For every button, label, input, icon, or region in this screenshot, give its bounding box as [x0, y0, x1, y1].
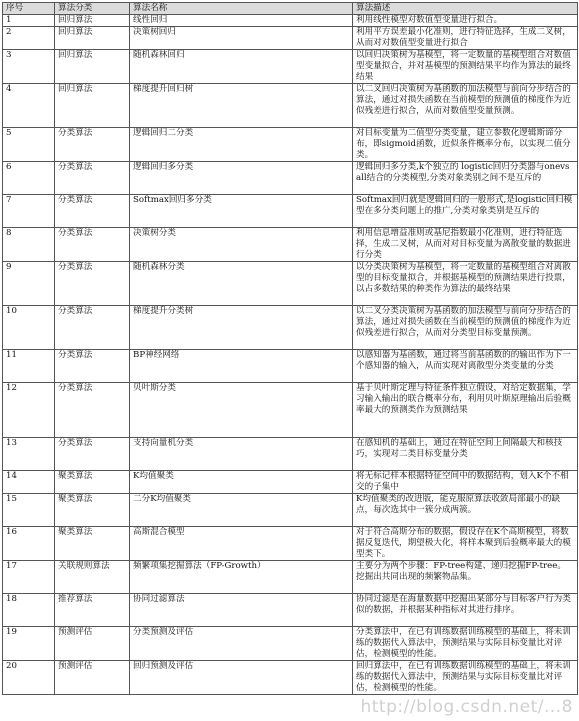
cell-description: 利用线性模型对数值型变量进行拟合。: [353, 15, 578, 27]
table-row: [3, 527, 578, 561]
cell-no: 12: [3, 383, 55, 438]
cell-description: 基于贝叶斯定理与特征条件独立假设，对给定数据集，学习输入输出的联合概率分布，利用贝叶斯原理输出后验概率最大的预测类作为预测结果: [353, 383, 578, 438]
cell-name: 线性回归: [130, 15, 353, 27]
cell-description: 在感知机的基础上，通过在特征空间上间隔最大和核技巧，实现对二类目标变量分类: [353, 438, 578, 471]
table-row: [3, 50, 578, 84]
watermark: http://blog.csdn.net/...8: [360, 697, 573, 717]
cell-no: 15: [3, 494, 55, 527]
cell-description: 回归算法中，在已有训练数据训练模型的基础上，将未训练的数据代入算法中，预测结果与实际目标变量比对评估，检测模型的性能。: [353, 661, 578, 695]
cell-category: 分类算法: [55, 438, 130, 471]
cell-description: K均值聚类的改进版，能克服原算法收敛局部最小的缺点，每次选其中一簇分成两簇。: [353, 494, 578, 527]
table-row: [3, 306, 578, 350]
cell-description: 对目标变量为二值型分类变量，建立参数化逻辑斯谛分布，即sigmoid函数，近似条件概率分布，以实现二值分类。: [353, 128, 578, 162]
cell-description: 以感知器为基函数，通过将当前基函数的的输出作为下一个感知器的输入，从而实现对离散型分类变量的分类: [353, 350, 578, 383]
table-row: [3, 27, 578, 50]
cell-category: 分类算法: [55, 128, 130, 162]
cell-description: 以分类决策树为基模型，将一定数量的基模型组合对离散型的目标变量拟合，并根据基模型的预测结果进行投票，以占多数结果的种类作为算法的最终结果: [353, 262, 578, 306]
header-no: 序号: [3, 3, 55, 15]
cell-description: 以二叉分类决策树为基函数的加法模型与前向分步结合的算法，通过对损失函数在当前模型的预测值的梯度作为近似残差进行拟合，从而对分类型目标变量预测。: [353, 306, 578, 350]
table-row: [3, 383, 578, 438]
cell-name: 分类预测及评估: [130, 627, 353, 661]
cell-category: 聚类算法: [55, 471, 130, 494]
cell-category: 关联规则算法: [55, 561, 130, 594]
table-row: [3, 561, 578, 594]
cell-name: 二分K均值聚类: [130, 494, 353, 527]
cell-category: 预测评估: [55, 627, 130, 661]
cell-name: 决策树分类: [130, 228, 353, 262]
cell-name: 决策树回归: [130, 27, 353, 50]
document-page: [2, 2, 577, 695]
table-row: [3, 627, 578, 661]
cell-no: 16: [3, 527, 55, 561]
cell-no: 7: [3, 195, 55, 228]
cell-name: 频繁项集挖掘算法（FP-Growth）: [130, 561, 353, 594]
header-name: 算法名称: [130, 3, 353, 15]
cell-name: 协同过滤算法: [130, 594, 353, 627]
cell-category: 分类算法: [55, 350, 130, 383]
cell-description: 分类算法中，在已有训练数据训练模型的基础上，将未训练的数据代入算法中，预测结果与实际目标变量比对评估，检测模型的性能。: [353, 627, 578, 661]
cell-name: 随机森林回归: [130, 50, 353, 84]
table-row: [3, 661, 578, 695]
table-row: [3, 228, 578, 262]
cell-no: 1: [3, 15, 55, 27]
cell-category: 推荐算法: [55, 594, 130, 627]
cell-category: 分类算法: [55, 262, 130, 306]
cell-name: 回归预测及评估: [130, 661, 353, 695]
cell-name: 逻辑回归多分类: [130, 162, 353, 195]
table-row: [3, 494, 578, 527]
cell-description: 主要分为两个步骤：FP-tree构建、递归挖掘FP-tree。挖掘出共同出现的频繁物品集。: [353, 561, 578, 594]
header-row: [3, 3, 578, 15]
cell-category: 回归算法: [55, 15, 130, 27]
header-description: 算法描述: [353, 3, 578, 15]
cell-category: 分类算法: [55, 383, 130, 438]
cell-name: K均值聚类: [130, 471, 353, 494]
cell-no: 19: [3, 627, 55, 661]
cell-category: 聚类算法: [55, 494, 130, 527]
cell-description: Softmax回归就是逻辑回归的一般形式,是logistic回归模型在多分类问题上的推广,分类对象类别是互斥的: [353, 195, 578, 228]
cell-no: 11: [3, 350, 55, 383]
table-header: [3, 3, 578, 15]
cell-name: 贝叶斯分类: [130, 383, 353, 438]
table-row: [3, 438, 578, 471]
table-body: [3, 15, 578, 695]
cell-no: 6: [3, 162, 55, 195]
table-row: [3, 350, 578, 383]
table-row: [3, 594, 578, 627]
cell-no: 9: [3, 262, 55, 306]
table-row: [3, 84, 578, 128]
cell-description: 对于符合高斯分布的数据，假设存在K个高斯模型，将数据反复迭代，期望极大化，将样本聚到后验概率最大的模型类下。: [353, 527, 578, 561]
table-row: [3, 162, 578, 195]
cell-category: 回归算法: [55, 27, 130, 50]
cell-category: 分类算法: [55, 228, 130, 262]
cell-category: 分类算法: [55, 162, 130, 195]
cell-description: 协同过滤是在海量数据中挖掘出某部分与目标客户行为类似的数据，并根据某种指标对其进行排序。: [353, 594, 578, 627]
table-row: [3, 128, 578, 162]
table-row: [3, 471, 578, 494]
cell-description: 以回归决策树为基模型，将一定数量的基模型组合对数值型变量拟合，并对基模型的预测结果平均作为算法的最终结果: [353, 50, 578, 84]
cell-no: 4: [3, 84, 55, 128]
cell-name: 高斯混合模型: [130, 527, 353, 561]
cell-name: 支持向量机分类: [130, 438, 353, 471]
cell-description: 以二叉回归决策树为基函数的加法模型与前向分步结合的算法，通过对损失函数在当前模型的预测值的梯度作为近似残差进行拟合，从而对数值型变量预测。: [353, 84, 578, 128]
table-row: [3, 195, 578, 228]
cell-description: 逻辑回归多分类,k个独立的 logistic回归分类器与onevsall结合的分类模型,分类对象类别之间不是互斥的: [353, 162, 578, 195]
cell-name: 逻辑回归二分类: [130, 128, 353, 162]
cell-no: 8: [3, 228, 55, 262]
cell-no: 5: [3, 128, 55, 162]
cell-category: 聚类算法: [55, 527, 130, 561]
cell-no: 10: [3, 306, 55, 350]
cell-category: 回归算法: [55, 84, 130, 128]
cell-no: 3: [3, 50, 55, 84]
cell-name: 梯度提升回归树: [130, 84, 353, 128]
cell-name: Softmax回归多分类: [130, 195, 353, 228]
cell-description: 利用信息增益准则或基尼指数最小化准则，进行特征选择，生成二叉树，从而对对目标变量为离散变量的数据进行分类: [353, 228, 578, 262]
cell-category: 预测评估: [55, 661, 130, 695]
cell-description: 利用平方误差最小化准则，进行特征选择，生成二叉树，从而对对数值型变量进行拟合: [353, 27, 578, 50]
cell-category: 分类算法: [55, 306, 130, 350]
cell-name: 随机森林分类: [130, 262, 353, 306]
cell-no: 2: [3, 27, 55, 50]
cell-no: 13: [3, 438, 55, 471]
cell-no: 20: [3, 661, 55, 695]
cell-description: 将无标记样本根据特征空间中的数据结构，划入K个不相交的子集中: [353, 471, 578, 494]
cell-category: 回归算法: [55, 50, 130, 84]
table-row: [3, 15, 578, 27]
cell-category: 分类算法: [55, 195, 130, 228]
cell-no: 18: [3, 594, 55, 627]
cell-name: 梯度提升分类树: [130, 306, 353, 350]
cell-no: 14: [3, 471, 55, 494]
table-row: [3, 262, 578, 306]
header-category: 算法分类: [55, 3, 130, 15]
cell-name: BP神经网络: [130, 350, 353, 383]
algorithm-table: [2, 2, 578, 695]
cell-no: 17: [3, 561, 55, 594]
